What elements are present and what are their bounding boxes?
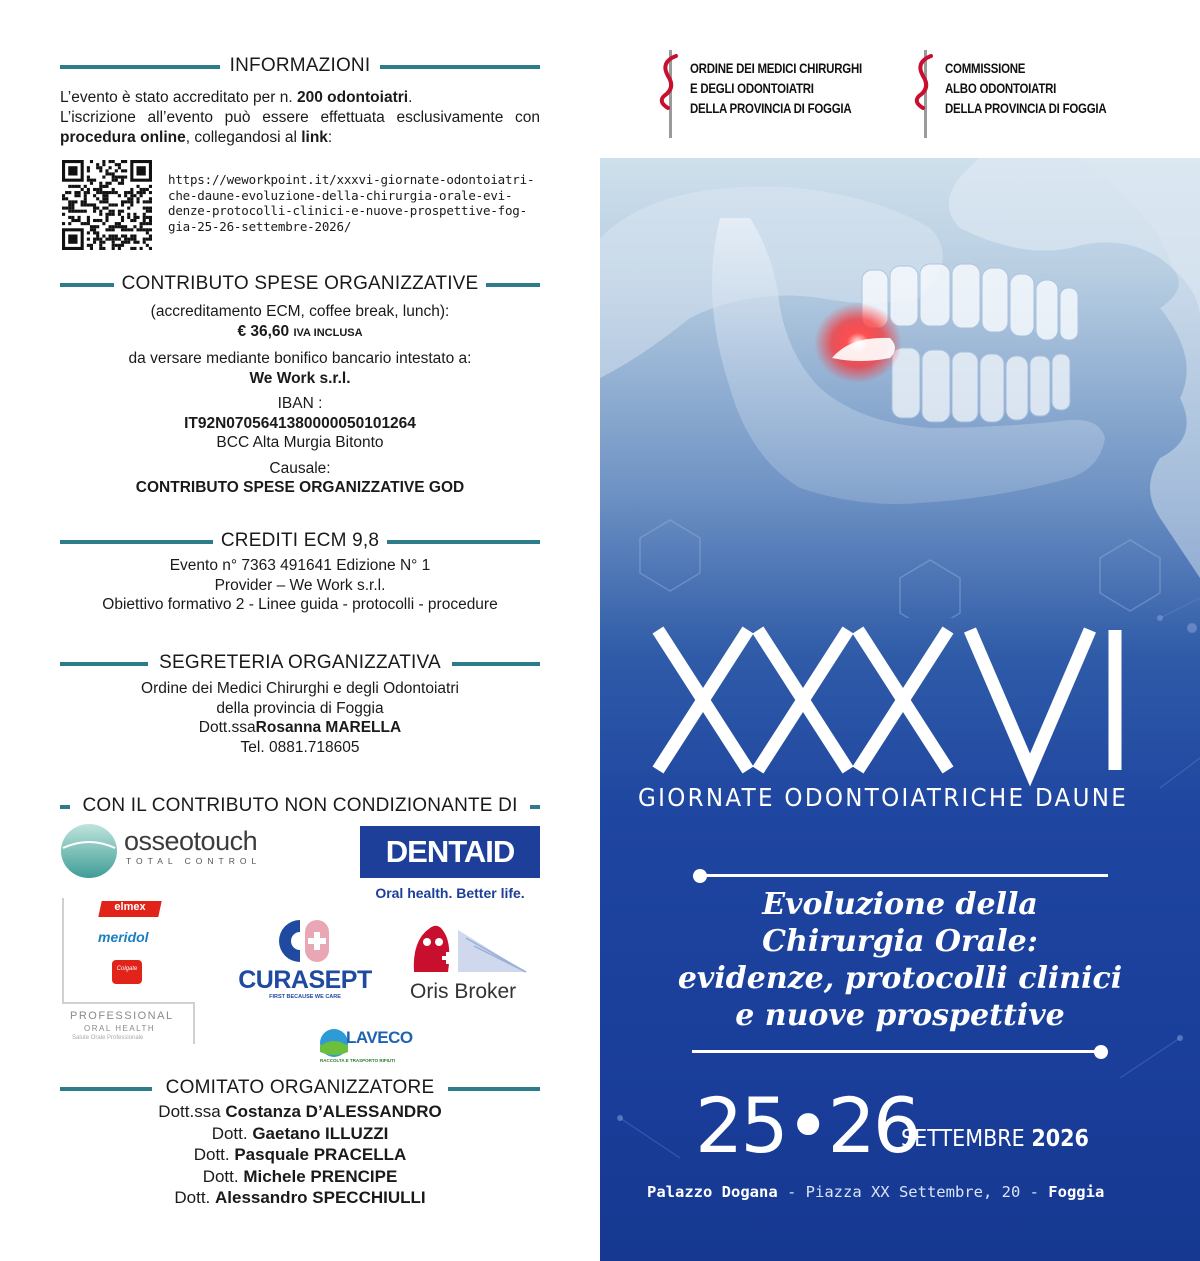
- section-title-contributo: [60, 273, 540, 297]
- oris-owl-icon: [408, 920, 533, 980]
- section-title-segreteria: [60, 652, 540, 676]
- event-year: 2026: [1031, 1126, 1089, 1152]
- venue-city: Foggia: [1048, 1183, 1105, 1201]
- sponsor-oris-broker-logo: [408, 920, 533, 1006]
- contributo-line: (accreditamento ECM, coffee break, lunch):: [150, 303, 450, 320]
- osseotouch-icon: [60, 822, 118, 880]
- crediti-details: [60, 556, 540, 615]
- crediti-line: Evento n° 7363 491641 Edizione N° 1: [169, 557, 431, 574]
- curasept-tagline: FIRST BECAUSE WE CARE: [269, 994, 341, 1000]
- ordine-text: [690, 58, 862, 118]
- event-subtitle: GIORNATE ODONTOIATRICHE DAUNE: [638, 783, 1129, 812]
- event-month-year: [901, 1126, 1089, 1152]
- segreteria-name: Rosanna MARELLA: [255, 719, 402, 736]
- segreteria-line: Ordine dei Medici Chirurghi e degli Odontoiatri: [141, 680, 459, 697]
- section-title-text: COMITATO ORGANIZZATORE: [158, 1077, 443, 1098]
- dentaid-name: DENTAID: [385, 834, 515, 869]
- contributo-details: [60, 302, 540, 498]
- sponsor-osseotouch-logo: [60, 822, 300, 882]
- commissione-line: DELLA PROVINCIA DI FOGGIA: [945, 100, 1107, 116]
- osseotouch-name: osseotouch: [124, 826, 258, 856]
- section-title-informazioni: [60, 55, 540, 79]
- divider-line: [700, 874, 1108, 877]
- crediti-line: Provider – We Work s.r.l.: [214, 576, 386, 594]
- laveco-name: LAVECO: [346, 1028, 413, 1047]
- ordine-line: ORDINE DEI MEDICI CHIRURGHI: [690, 60, 862, 76]
- contributo-line: da versare mediante bonifico bancario intestato a:: [128, 350, 472, 367]
- segreteria-title: Dott.ssa: [198, 719, 256, 736]
- theme-line: Chirurgia Orale:: [762, 924, 1038, 959]
- edition-numeral: [600, 618, 1200, 788]
- curasept-name: CURASEPT: [238, 966, 372, 994]
- sponsor-dentaid-logo: [360, 826, 540, 906]
- section-title-text: INFORMAZIONI: [222, 55, 379, 76]
- oral-health-label: ORAL HEALTH: [84, 1024, 156, 1033]
- caduceus-icon: [658, 50, 682, 140]
- commissione-line: COMMISSIONE: [945, 60, 1026, 76]
- crediti-line: Obiettivo formativo 2 - Linee guida - protocolli - procedure: [102, 596, 498, 613]
- member-title: Dott.: [202, 1166, 244, 1186]
- sponsor-curasept-logo: [230, 918, 380, 1004]
- sponsor-colgate-professional-logo: [62, 898, 196, 1046]
- link-line[interactable]: https://weworkpoint.it/xxxvi-giornate-odontoiatri-: [168, 172, 535, 187]
- jaw-xray-illustration: [600, 158, 1200, 618]
- ordine-line: E DEGLI ODONTOIATRI: [690, 80, 814, 96]
- member-title: Dott.ssa: [158, 1102, 226, 1121]
- event-poster: [600, 158, 1200, 1261]
- laveco-tagline: RACCOLTA E TRASPORTO RIFIUTI: [320, 1058, 396, 1063]
- sponsor-laveco-logo: [318, 1026, 433, 1066]
- member-title: Dott.: [193, 1145, 235, 1164]
- member-name: Michele PRENCIPE: [243, 1166, 398, 1186]
- price-note: IVA INCLUSA: [293, 326, 363, 339]
- osseotouch-tagline: TOTAL CONTROL: [126, 856, 262, 866]
- venue-name: Palazzo Dogana: [647, 1183, 778, 1201]
- curasept-icon: [272, 918, 332, 964]
- section-title-text: CON IL CONTRIBUTO NON CONDIZIONANTE DI: [74, 795, 525, 816]
- segreteria-phone: Tel. 0881.718605: [240, 738, 360, 756]
- section-title-sponsors: [60, 795, 540, 819]
- info-bold: link: [301, 129, 328, 146]
- comitato-member: [60, 1101, 540, 1123]
- divider: [62, 898, 64, 1004]
- member-title: Dott.: [174, 1188, 215, 1207]
- info-text: L’iscrizione all’evento può essere effettuata esclusivamente con: [60, 109, 540, 126]
- header-logos: [600, 0, 1200, 158]
- price: € 36,60: [237, 322, 290, 340]
- divider-line: [692, 1050, 1100, 1053]
- venue-address: Piazza XX Settembre, 20: [805, 1183, 1021, 1201]
- member-name: Pasquale PRACELLA: [234, 1145, 407, 1164]
- event-month: SETTEMBRE: [901, 1126, 1032, 1152]
- info-paragraph: [60, 88, 540, 148]
- meridol-label: meridol: [98, 929, 149, 945]
- info-text: L’evento è stato accreditato per n.: [60, 89, 297, 106]
- iban-value: IT92N0705641380000050101264: [184, 414, 416, 432]
- theme-line: evidenze, protocolli clinici: [677, 961, 1123, 996]
- elmex-label: elmex: [114, 901, 146, 913]
- venue-separator: -: [1020, 1183, 1049, 1201]
- divider: [62, 1002, 194, 1004]
- comitato-member: [60, 1187, 540, 1209]
- oris-name: Oris Broker: [410, 980, 517, 1003]
- theme-line: e nuove prospettive: [735, 998, 1065, 1033]
- section-title-text: CREDITI ECM 9,8: [213, 530, 387, 551]
- section-title-crediti: [60, 530, 540, 554]
- causale-label: Causale:: [269, 459, 331, 477]
- venue-separator: -: [777, 1183, 806, 1201]
- registration-link[interactable]: [168, 172, 543, 234]
- link-line[interactable]: gia-25-26-settembre-2026/: [168, 218, 352, 234]
- comitato-member: [60, 1166, 540, 1188]
- commissione-text: [945, 58, 1106, 118]
- event-venue: [647, 1183, 1104, 1201]
- divider: [193, 1002, 195, 1044]
- bank-name: BCC Alta Murgia Bitonto: [216, 434, 384, 451]
- caduceus-icon: [913, 50, 937, 140]
- member-title: Dott.: [211, 1123, 253, 1143]
- member-name: Gaetano ILLUZZI: [252, 1123, 389, 1143]
- ordine-line: DELLA PROVINCIA DI FOGGIA: [690, 100, 852, 116]
- line-dot: [1094, 1045, 1108, 1059]
- segreteria-details: [60, 679, 540, 757]
- iban-label: IBAN :: [277, 395, 323, 412]
- segreteria-line: della provincia di Foggia: [216, 699, 384, 717]
- beneficiary: We Work s.r.l.: [249, 369, 351, 387]
- info-bold: 200 odontoiatri: [296, 89, 409, 106]
- commissione-line: ALBO ODONTOIATRI: [945, 80, 1057, 96]
- section-title-comitato: [60, 1077, 540, 1101]
- info-text: :: [327, 129, 333, 146]
- dentaid-tagline: Oral health. Better life.: [375, 885, 525, 901]
- link-line[interactable]: che-daune-evoluzione-della-chirurgia-orale-evi-: [168, 187, 513, 203]
- colgate-badge: [112, 960, 142, 984]
- professional-label: PROFESSIONAL: [70, 1010, 174, 1022]
- member-name: Costanza D’ALESSANDRO: [225, 1102, 442, 1121]
- comitato-member: [60, 1144, 540, 1166]
- event-theme: [660, 886, 1140, 1034]
- causale-value: CONTRIBUTO SPESE ORGANIZZATIVE GOD: [135, 479, 465, 496]
- event-days: 25•26: [695, 1081, 919, 1170]
- section-title-text: SEGRETERIA ORGANIZZATIVA: [151, 652, 449, 673]
- member-name: Alessandro SPECCHIULLI: [214, 1188, 426, 1207]
- theme-line: Evoluzione della: [762, 887, 1038, 922]
- comitato-member: [60, 1123, 540, 1145]
- colgate-label: Colgate: [116, 966, 138, 972]
- info-text: , collegandosi al: [185, 129, 302, 146]
- section-title-text: CONTRIBUTO SPESE ORGANIZZATIVE: [114, 273, 487, 294]
- comitato-members: [60, 1101, 540, 1209]
- link-line[interactable]: denze-protocolli-clinici-e-nuove-prospettive-fog-: [168, 203, 527, 218]
- numeral-text: XXXVI: [600, 618, 603, 619]
- info-bold: procedura online: [60, 129, 186, 146]
- qr-code-icon[interactable]: [62, 160, 152, 250]
- info-text: .: [408, 89, 413, 106]
- oral-health-sub: Salute Orale Professionale: [72, 1035, 144, 1041]
